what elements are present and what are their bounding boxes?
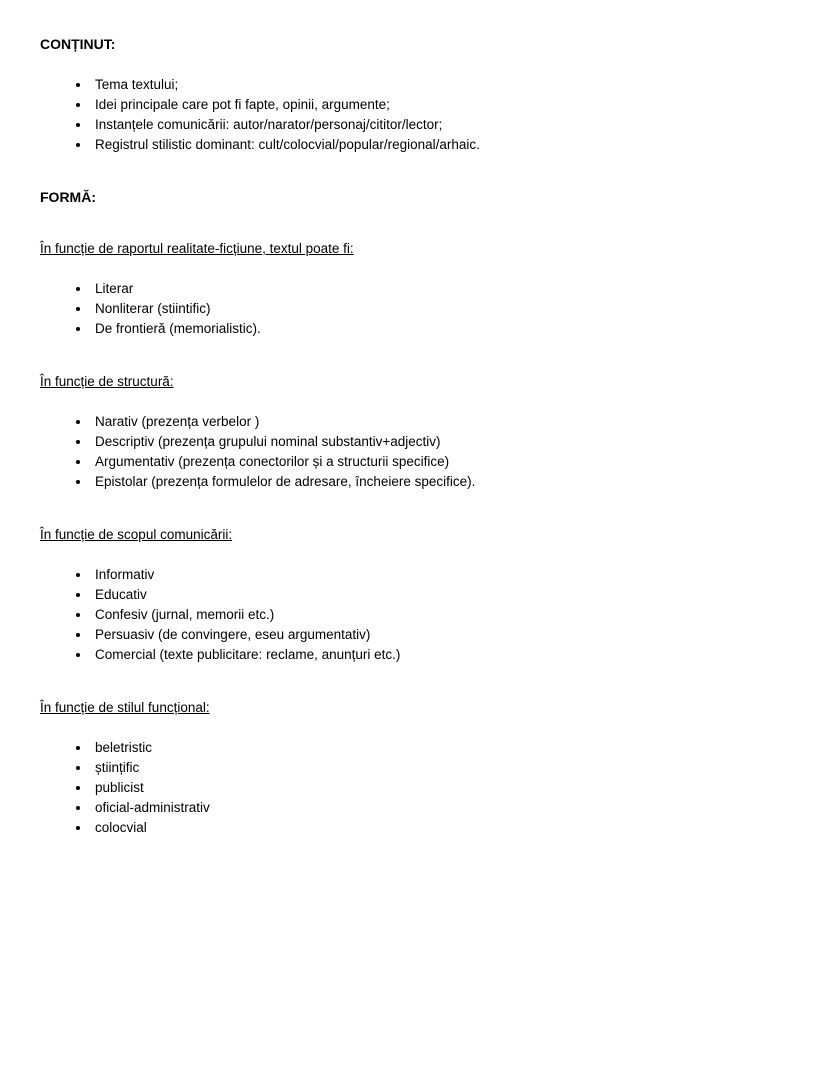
stil-list	[40, 738, 780, 838]
list-item: • Narativ (prezența verbelor )	[91, 412, 780, 432]
subsection-heading: În funcție de scopul comunicării:	[40, 527, 233, 542]
list-item: • Idei principale care pot fi fapte, opinii, argumente;	[91, 95, 780, 115]
list-item: • Persuasiv (de convingere, eseu argumentativ)	[91, 625, 780, 645]
list-item: • publicist	[91, 778, 780, 798]
list-item: • Descriptiv (prezența grupului nominal substantiv+adjectiv)	[91, 432, 780, 452]
section-structura	[40, 373, 780, 492]
list-item: • Nonliterar (stiintific)	[91, 299, 780, 319]
list-item: • Educativ	[91, 585, 780, 605]
subsection-heading: În funcție de raportul realitate-ficțiune, textul poate fi:	[40, 241, 354, 256]
section-raport-realitate-fictiune	[40, 240, 780, 339]
list-item: • Registrul stilistic dominant: cult/colocvial/popular/regional/arhaic.	[91, 135, 780, 155]
list-item: • beletristic	[91, 738, 780, 758]
subsection-heading: În funcție de stilul funcțional:	[40, 700, 210, 715]
scop-list	[40, 565, 780, 665]
list-item: • Epistolar (prezența formulelor de adresare, încheiere specifice).	[91, 472, 780, 492]
section-stilul-functional	[40, 699, 780, 838]
list-item: • Comercial (texte publicitare: reclame, anunțuri etc.)	[91, 645, 780, 665]
list-item: • științific	[91, 758, 780, 778]
forma-heading: FORMĂ:	[40, 189, 96, 205]
subsection-heading: În funcție de structură:	[40, 374, 174, 389]
list-item: • Literar	[91, 279, 780, 299]
list-item: • Tema textului;	[91, 75, 780, 95]
list-item: • De frontieră (memorialistic).	[91, 319, 780, 339]
structura-list	[40, 412, 780, 492]
list-item: • colocvial	[91, 818, 780, 838]
list-item: • Informativ	[91, 565, 780, 585]
list-item: • Argumentativ (prezența conectorilor și a structurii specifice)	[91, 452, 780, 472]
raport-list	[40, 279, 780, 339]
section-scopul-comunicarii	[40, 526, 780, 665]
section-continut	[40, 36, 780, 155]
section-forma	[40, 189, 780, 206]
continut-list	[40, 75, 780, 155]
list-item: • Instanțele comunicării: autor/narator/personaj/cititor/lector;	[91, 115, 780, 135]
list-item: • oficial-administrativ	[91, 798, 780, 818]
list-item: • Confesiv (jurnal, memorii etc.)	[91, 605, 780, 625]
continut-heading: CONȚINUT:	[40, 36, 116, 52]
